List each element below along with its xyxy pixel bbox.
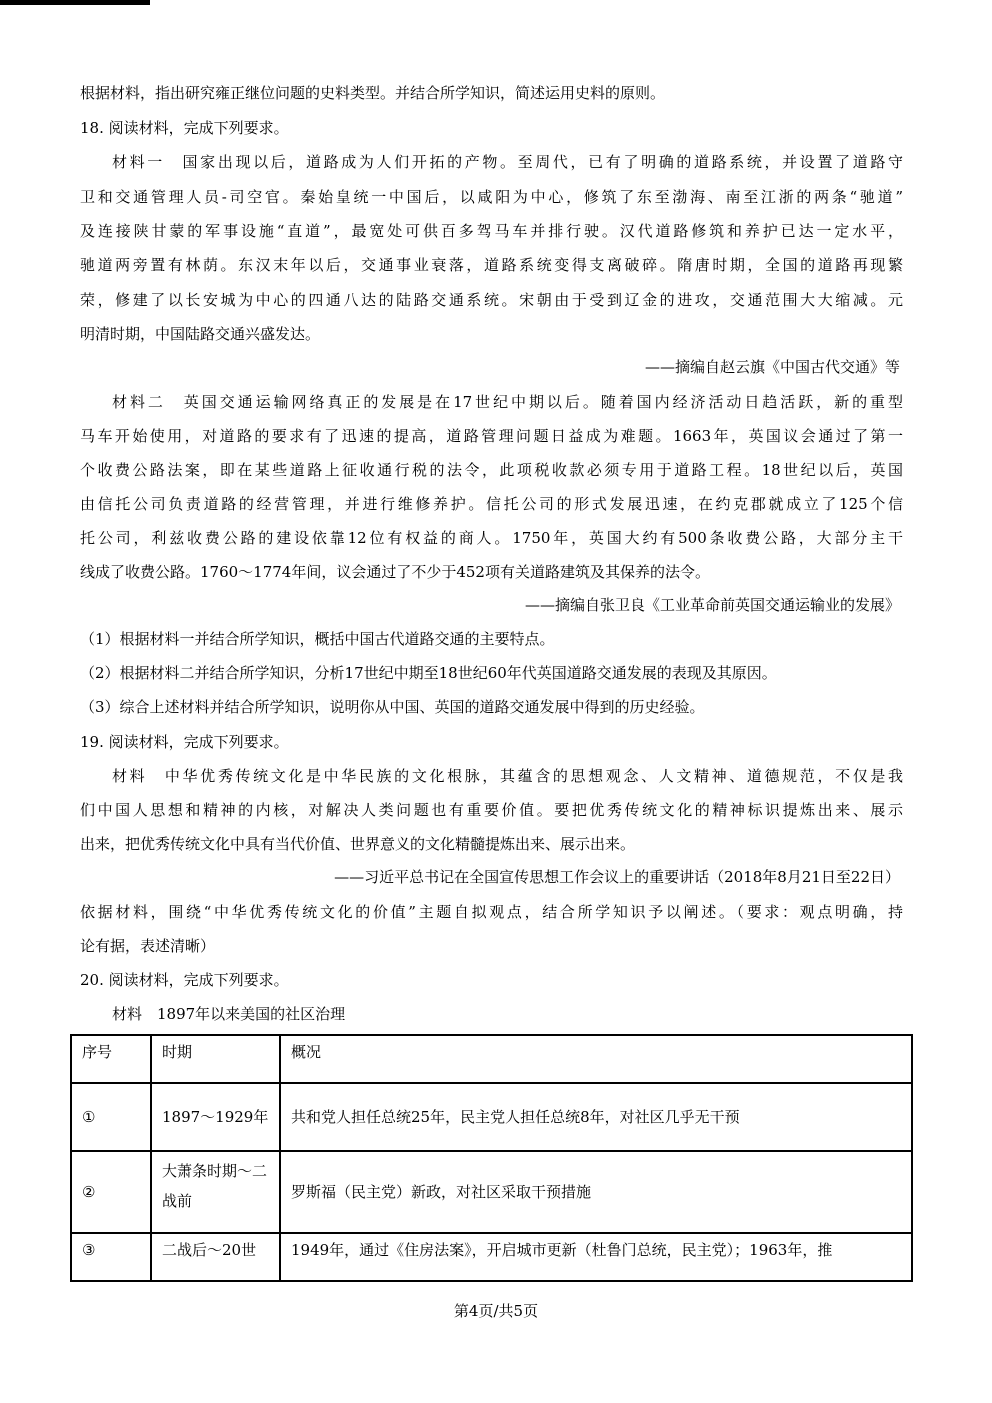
row-summary: 共和党人担任总统25年，民主党人担任总统8年，对社区几乎无干预 — [280, 1083, 912, 1151]
material-3-line: 们中国人思想和精神的内核，对解决人类问题也有重要价值。要把优秀传统文化的精神标识提炼出来、展示 — [80, 801, 903, 819]
row-no: ① — [71, 1083, 151, 1151]
requirement-3: （3）综合上述材料并结合所学知识，说明你从中国、英国的道路交通发展中得到的历史经验。 — [80, 698, 705, 716]
material-2-line: 马车开始使用，对道路的要求有了迅速的提高，道路管理问题日益成为难题。1663年，英国议会通过了第一 — [80, 427, 903, 445]
material-3-line: 材料 中华优秀传统文化是中华民族的文化根脉，其蕴含的思想观念、人文精神、道德规范，不仅是我 — [112, 767, 903, 785]
question-19-prompt: 论有据，表述清晰） — [80, 937, 216, 955]
material-2-line: 由信托公司负责道路的经营管理，并进行维修养护。信托公司的形式发展迅速，在约克郡就成立了125个信 — [80, 495, 903, 513]
row-summary: 罗斯福（民主党）新政，对社区采取干预措施 — [280, 1151, 912, 1233]
requirement-1: （1）根据材料一并结合所学知识，概括中国古代道路交通的主要特点。 — [80, 630, 555, 648]
question-19-prompt: 依据材料，围绕“中华优秀传统文化的价值”主题自拟观点，结合所学知识予以阐述。（要求：观点明确，持 — [80, 903, 903, 921]
material-2-line: 托公司，利兹收费公路的建设依靠12位有权益的商人。1750年，英国大约有500条收费公路，大部分主干 — [80, 529, 903, 547]
question-20-title: 20. 阅读材料，完成下列要求。 — [80, 971, 289, 989]
material-3-line: 出来，把优秀传统文化中具有当代价值、世界意义的文化精髓提炼出来、展示出来。 — [80, 835, 636, 853]
row-summary: 1949年，通过《住房法案》，开启城市更新（杜鲁门总统，民主党）；1963年，推 — [280, 1233, 912, 1281]
material-4-caption: 材料 1897年以来美国的社区治理 — [112, 1005, 346, 1023]
header-no: 序号 — [71, 1035, 151, 1083]
material-2-line: 线成了收费公路。1760～1774年间，议会通过了不少于452项有关道路建筑及其保养的法令。 — [80, 563, 710, 581]
row-period: 大萧条时期～二战前 — [151, 1151, 280, 1233]
header-summary: 概况 — [280, 1035, 912, 1083]
material-1-line: 材料一 国家出现以后，道路成为人们开拓的产物。至周代，已有了明确的道路系统，并设置了道路守 — [112, 153, 903, 171]
material-1-line: 驰道两旁置有林荫。东汉末年以后，交通事业衰落，道路系统变得支离破碎。隋唐时期，全国的道路再现繁 — [80, 256, 903, 274]
question-17-tail: 根据材料，指出研究雍正继位问题的史料类型。并结合所学知识，简述运用史料的原则。 — [80, 84, 666, 102]
row-period: 1897～1929年 — [151, 1083, 280, 1151]
question-18-title: 18. 阅读材料，完成下列要求。 — [80, 119, 289, 137]
material-1-line: 及连接陕甘蒙的军事设施“直道”，最宽处可供百多驾马车并排行驶。汉代道路修筑和养护已达一定水平， — [80, 222, 903, 240]
row-period: 二战后～20世 — [151, 1233, 280, 1281]
material-1-line: 卫和交通管理人员-司空官。秦始皇统一中国后，以咸阳为中心，修筑了东至渤海、南至江浙的两条“驰道” — [80, 188, 903, 206]
header-mark — [0, 0, 150, 5]
requirement-2: （2）根据材料二并结合所学知识，分析17世纪中期至18世纪60年代英国道路交通发展的表现及其原因。 — [80, 664, 777, 682]
community-governance-table — [70, 1034, 913, 1282]
table-row — [71, 1151, 912, 1233]
question-19-title: 19. 阅读材料，完成下列要求。 — [80, 733, 289, 751]
table-row — [71, 1233, 912, 1281]
material-1-source: ——摘编自赵云旗《中国古代交通》等 — [644, 358, 900, 376]
material-2-line: 个收费公路法案，即在某些道路上征收通行税的法令，此项税收款必须专用于道路工程。18世纪以后，英国 — [80, 461, 903, 479]
header-period: 时期 — [151, 1035, 280, 1083]
row-no: ② — [71, 1151, 151, 1233]
table-header-row — [71, 1035, 912, 1083]
material-3-source: ——习近平总书记在全国宣传思想工作会议上的重要讲话（2018年8月21日至22日） — [334, 868, 900, 886]
material-1-line: 明清时期，中国陆路交通兴盛发达。 — [80, 325, 321, 343]
table-row — [71, 1083, 912, 1151]
page-number: 第4页/共5页 — [453, 1302, 539, 1320]
material-1-line: 荣，修建了以长安城为中心的四通八达的陆路交通系统。宋朝由于受到辽金的进攻，交通范围大大缩减。元 — [80, 291, 903, 309]
material-2-source: ——摘编自张卫良《工业革命前英国交通运输业的发展》 — [524, 596, 900, 614]
material-2-line: 材料二 英国交通运输网络真正的发展是在17世纪中期以后。随着国内经济活动日趋活跃，新的重型 — [112, 393, 903, 411]
row-no: ③ — [71, 1233, 151, 1281]
